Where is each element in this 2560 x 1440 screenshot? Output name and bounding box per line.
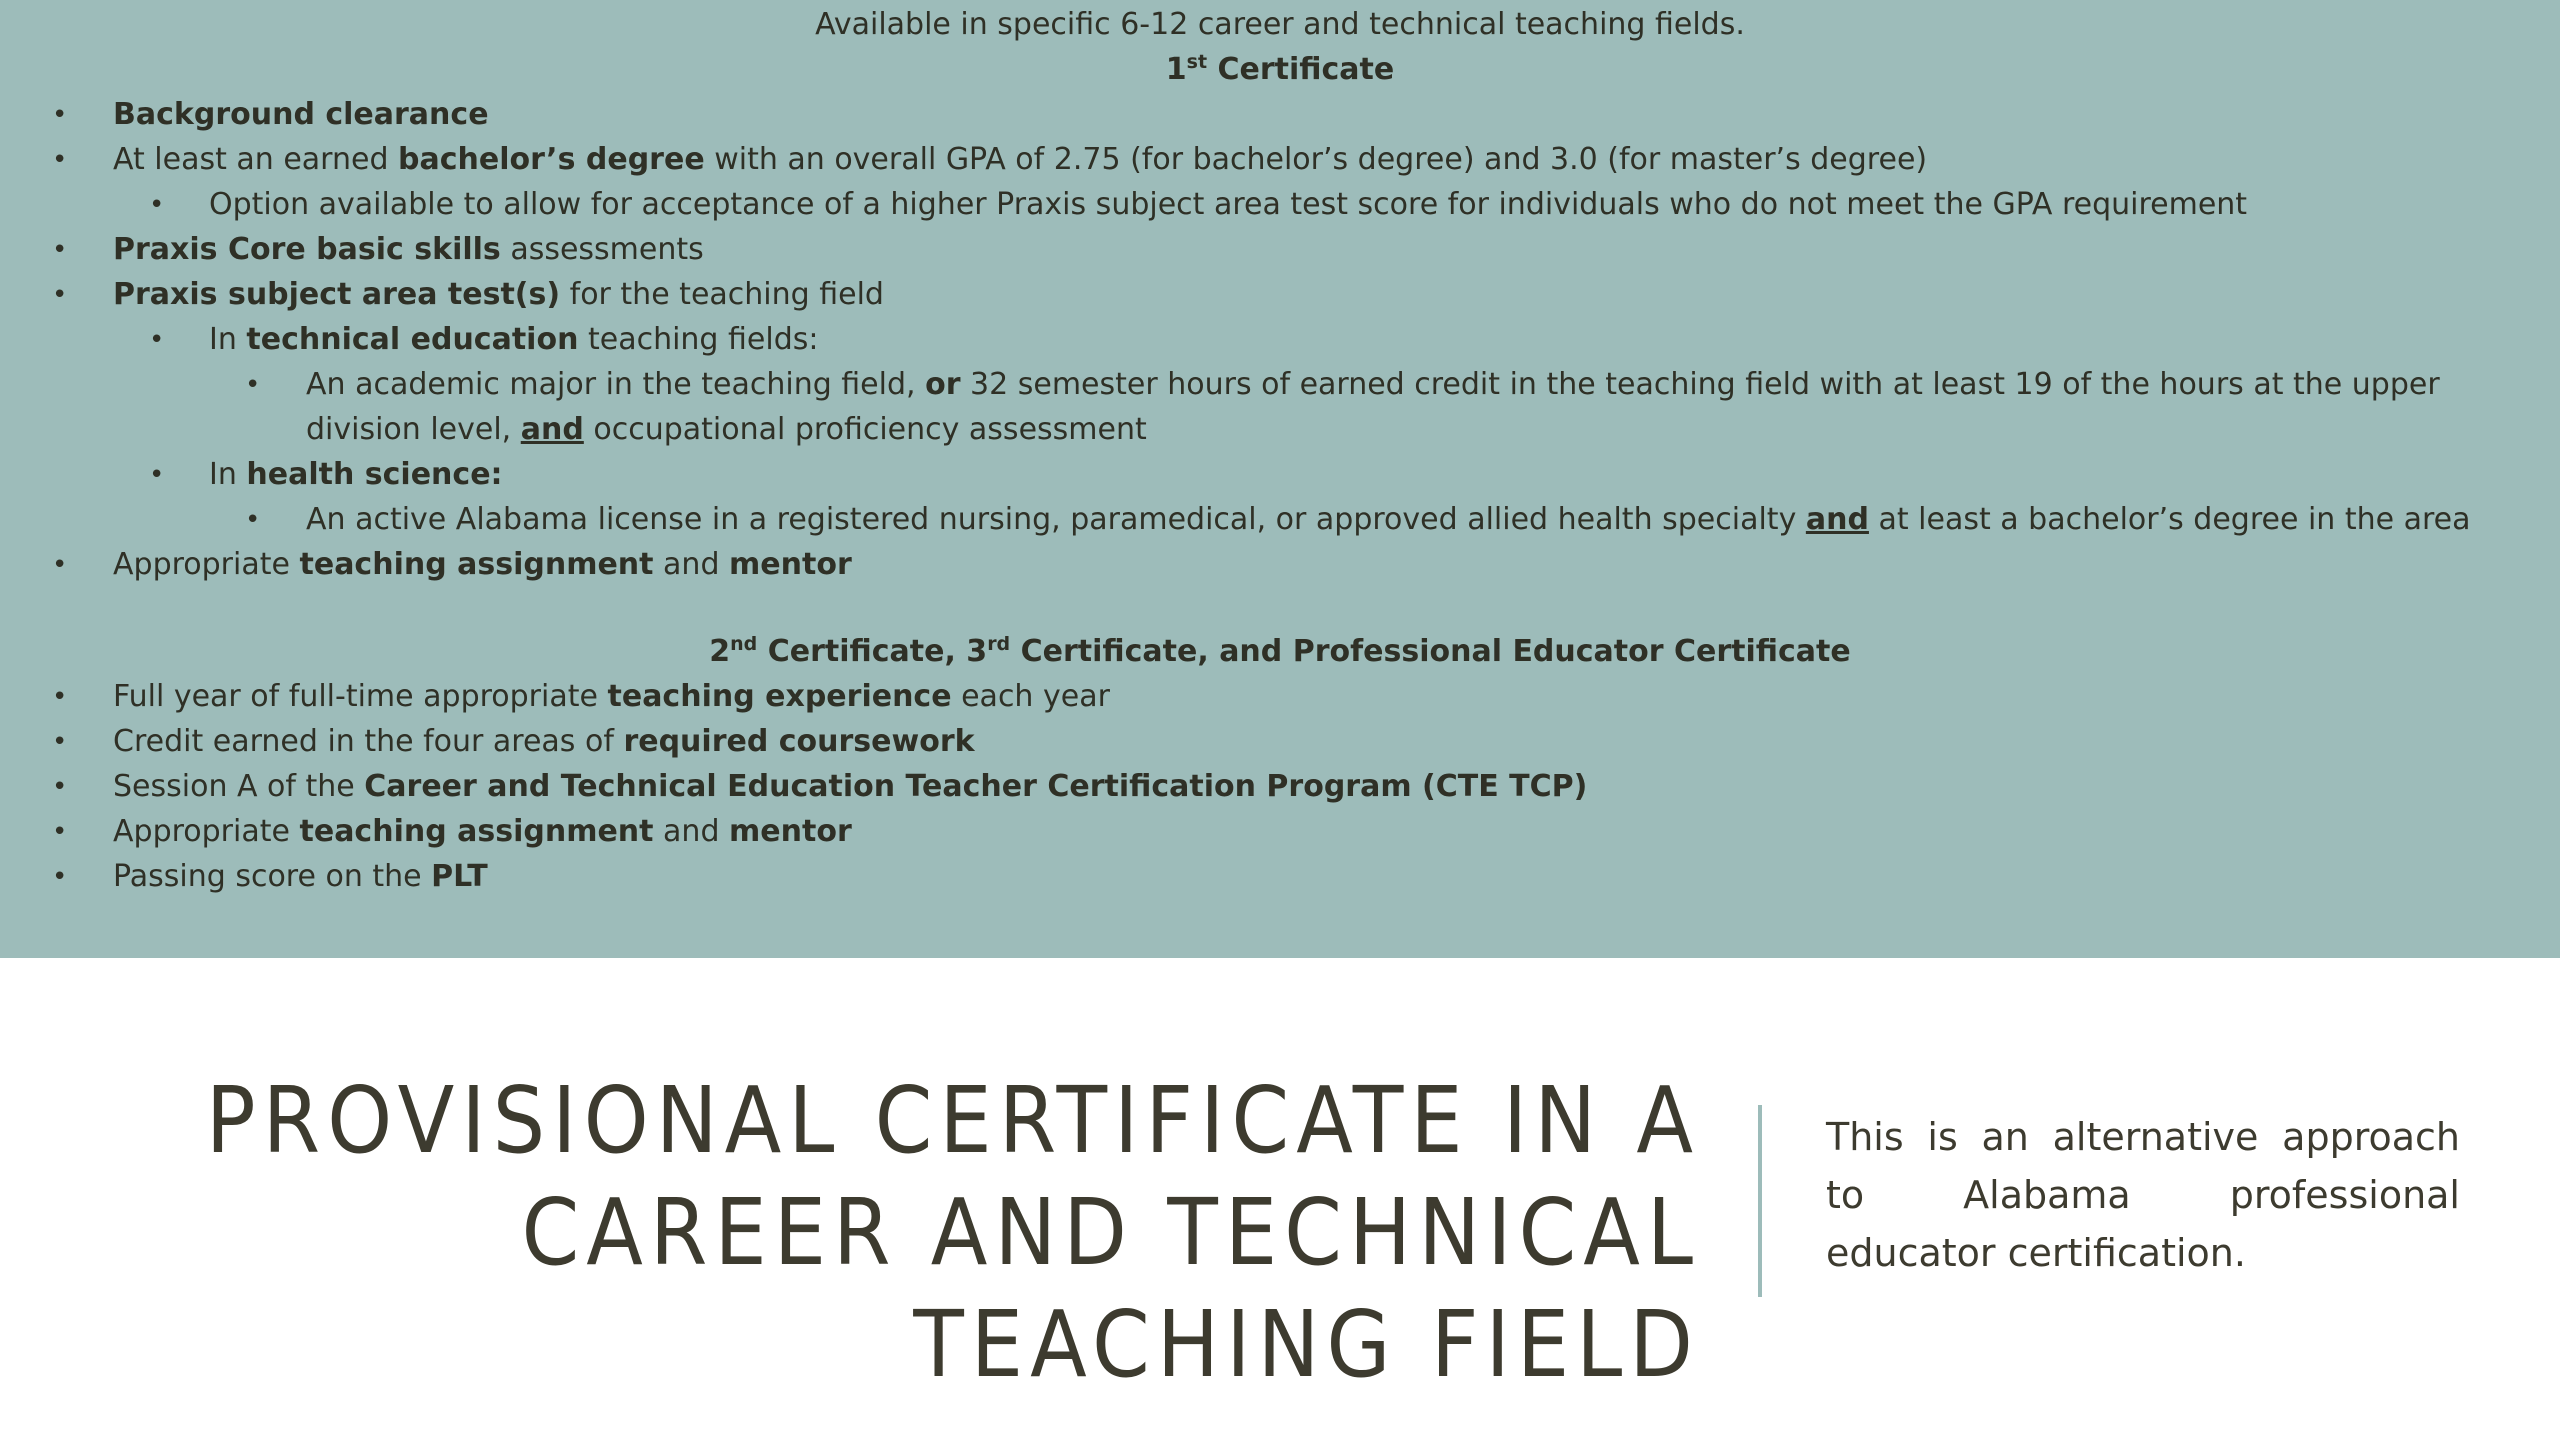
heading-superscript: nd	[730, 633, 758, 655]
bullet: •	[52, 145, 68, 175]
bullet: •	[52, 235, 68, 265]
bullet: •	[245, 370, 261, 400]
item-text: 32 semester hours of earned credit in the teaching field with at least 19 of the hours at the upper	[960, 367, 2440, 402]
list-item-gpa-option	[209, 185, 2247, 225]
bullet: •	[52, 727, 68, 757]
item-bold: technical education	[246, 322, 579, 357]
list-item-background	[113, 95, 489, 135]
item-bold: teaching experience	[607, 679, 952, 714]
item-bold: bachelor’s degree	[398, 142, 705, 177]
list-item-praxis-subject	[113, 275, 884, 315]
bullet: •	[52, 862, 68, 892]
bullet: •	[52, 100, 68, 130]
item-bold-underline: and	[1805, 502, 1869, 537]
list-item-plt	[113, 857, 488, 897]
item-bold: Praxis Core basic skills	[113, 232, 501, 267]
item-text: Appropriate	[113, 814, 300, 849]
first-certificate-heading	[0, 50, 2560, 90]
item-text: occupational proficiency assessment	[583, 412, 1147, 447]
item-bold-underline: and	[520, 412, 584, 447]
item-bold: mentor	[729, 547, 852, 582]
item-text: In	[209, 322, 247, 357]
bullet: •	[149, 460, 165, 490]
item-text: An active Alabama license in a registered nursing, paramedical, or approved allied health specialty	[306, 502, 1806, 537]
heading-superscript: st	[1186, 51, 1208, 73]
list-item-health-science	[209, 455, 503, 495]
item-text: for the teaching field	[560, 277, 884, 312]
list-item-academic-major-continued	[306, 410, 1147, 450]
item-text: At least an earned	[113, 142, 399, 177]
bullet: •	[52, 280, 68, 310]
item-bold: Career and Technical Education Teacher Certification Program (CTE TCP)	[364, 769, 1588, 804]
list-item-technical-education	[209, 320, 818, 360]
list-item-academic-major	[306, 365, 2440, 405]
list-item-praxis-core	[113, 230, 704, 270]
bullet: •	[52, 550, 68, 580]
title-divider	[1758, 1105, 1762, 1297]
list-item-teaching-assignment	[113, 545, 852, 585]
list-item-teaching-assignment-2	[113, 812, 852, 852]
item-text: Credit earned in the four areas of	[113, 724, 624, 759]
item-text: In	[209, 457, 247, 492]
item-bold: health science:	[246, 457, 503, 492]
item-bold: teaching assignment	[299, 814, 654, 849]
subsequent-certificates-heading	[0, 632, 2560, 672]
bullet: •	[149, 325, 165, 355]
item-text: Background clearance	[113, 97, 489, 132]
item-text: at least a bachelor’s degree in the area	[1868, 502, 2471, 537]
bullet: •	[149, 190, 165, 220]
item-text: and	[653, 814, 730, 849]
list-item-degree	[113, 140, 1927, 180]
heading-number: 2	[709, 634, 731, 669]
item-bold: PLT	[431, 859, 488, 894]
slide-description: This is an alternative approach to Alabama professional educator certification.	[1826, 1115, 2460, 1275]
item-text: An academic major in the teaching field,	[306, 367, 926, 402]
intro-text: Available in specific 6-12 career and technical teaching fields.	[815, 7, 1745, 42]
slide-title: PROVISIONAL CERTIFICATE IN A CAREER AND TECHNICAL TEACHING FIELD	[205, 1067, 1700, 1398]
item-bold: teaching assignment	[299, 547, 654, 582]
heading-superscript: rd	[987, 633, 1011, 655]
item-text: assessments	[500, 232, 704, 267]
bullet: •	[52, 772, 68, 802]
item-text: Option available to allow for acceptance of a higher Praxis subject area test score for individuals who do not meet the GPA requirement	[209, 187, 2248, 222]
bullet: •	[52, 817, 68, 847]
item-bold: mentor	[729, 814, 852, 849]
item-text: and	[653, 547, 730, 582]
item-text: Full year of full-time appropriate	[113, 679, 608, 714]
heading-text: Certificate, 3	[757, 634, 988, 669]
item-bold: Praxis subject area test(s)	[113, 277, 561, 312]
item-text: each year	[951, 679, 1110, 714]
list-item-coursework	[113, 722, 975, 762]
bullet: •	[245, 505, 261, 535]
heading-number: 1	[1165, 52, 1187, 87]
list-item-cte-tcp	[113, 767, 1587, 807]
item-text: teaching fields:	[578, 322, 819, 357]
heading-text: Certificate, and Professional Educator Certificate	[1010, 634, 1851, 669]
item-text: Appropriate	[113, 547, 300, 582]
list-item-alabama-license	[306, 500, 2471, 540]
bullet: •	[52, 682, 68, 712]
item-bold: or	[925, 367, 961, 402]
item-text: division level,	[306, 412, 521, 447]
list-item-teaching-experience	[113, 677, 1110, 717]
item-text: Passing score on the	[113, 859, 432, 894]
heading-text: Certificate	[1207, 52, 1395, 87]
item-bold: required coursework	[623, 724, 975, 759]
item-text: Session A of the	[113, 769, 365, 804]
item-text: with an overall GPA of 2.75 (for bachelor’s degree) and 3.0 (for master’s degree)	[704, 142, 1928, 177]
